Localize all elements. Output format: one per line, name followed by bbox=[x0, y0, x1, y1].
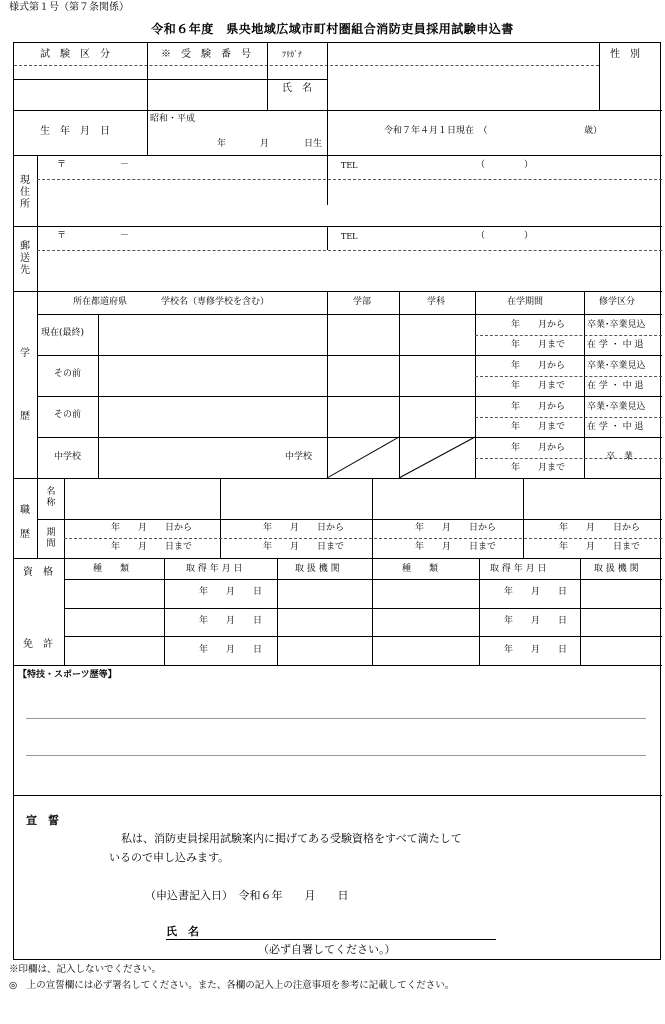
col-divider bbox=[327, 43, 328, 205]
col-divider bbox=[277, 558, 278, 665]
edu-period-from: 年 月から bbox=[511, 402, 566, 412]
education-label-1: 学 bbox=[20, 348, 30, 359]
col-divider bbox=[580, 558, 581, 665]
col-divider bbox=[220, 478, 221, 558]
edu-header-school: 学校名（専修学校を含む） bbox=[161, 297, 270, 307]
page-title: 令和６年度 県央地域広域市町村圏組合消防吏員採用試験申込書 bbox=[151, 22, 514, 36]
age-unit: 歳） bbox=[584, 126, 603, 136]
section-divider bbox=[14, 155, 662, 156]
furigana-divider bbox=[14, 65, 599, 66]
edu-status-enrolled: 在 学 ・ 中 退 bbox=[587, 381, 644, 391]
career-period-label: 期間 bbox=[46, 528, 56, 549]
edu-period-from: 年 月から bbox=[511, 320, 566, 330]
col-divider bbox=[37, 291, 38, 478]
qual-header-type: 種 類 bbox=[93, 564, 130, 574]
col-divider bbox=[584, 291, 585, 478]
tel-label: TEL bbox=[341, 232, 358, 241]
col-divider bbox=[147, 43, 148, 110]
application-form bbox=[13, 42, 661, 960]
qual-row-divider bbox=[64, 579, 662, 580]
era-label: 昭和・平成 bbox=[150, 114, 196, 124]
row-divider bbox=[14, 110, 662, 111]
career-from: 年 月 日から bbox=[263, 523, 345, 533]
col-divider bbox=[372, 558, 373, 665]
col-divider bbox=[164, 558, 165, 665]
edu-row-divider bbox=[37, 396, 662, 397]
edu-header-pref: 所在都道府県 bbox=[73, 297, 128, 307]
form-number: 様式第１号（第７条関係） bbox=[9, 2, 129, 13]
qual-header-agency: 取 扱 機 関 bbox=[594, 564, 639, 574]
edu-period-from: 年 月から bbox=[511, 443, 566, 453]
section-divider bbox=[14, 226, 662, 227]
section-divider bbox=[14, 291, 662, 292]
edu-status-graduated: 卒 業 bbox=[606, 452, 634, 462]
qualification-label: 資 格 bbox=[23, 567, 53, 578]
col-divider bbox=[523, 478, 524, 558]
col-divider bbox=[479, 558, 480, 665]
career-period-divider bbox=[64, 538, 662, 539]
birth-year: 年 bbox=[217, 139, 227, 149]
qual-header-date: 取 得 年 月 日 bbox=[490, 564, 547, 574]
qual-row-divider bbox=[64, 608, 662, 609]
name-label: 氏 名 bbox=[282, 83, 312, 94]
career-to: 年 月 日まで bbox=[415, 542, 497, 552]
tel-label: TEL bbox=[341, 161, 358, 170]
col-divider bbox=[64, 478, 65, 558]
qual-header-agency: 取 扱 機 関 bbox=[295, 564, 340, 574]
age-basis: 令和７年４月１日現在 （ bbox=[384, 126, 488, 136]
qual-row-divider bbox=[64, 636, 662, 637]
edu-strike-lines bbox=[327, 437, 475, 478]
career-from: 年 月 日から bbox=[415, 523, 497, 533]
edu-row-label: その前 bbox=[54, 410, 82, 420]
postal-mark: 〒 bbox=[57, 160, 67, 170]
career-from: 年 月 日から bbox=[111, 523, 193, 533]
oath-label: 宣 誓 bbox=[26, 814, 59, 827]
edu-status-enrolled: 在 学 ・ 中 退 bbox=[587, 340, 644, 350]
postal-mark: 〒 bbox=[57, 231, 67, 241]
qual-ymd: 年 月 日 bbox=[199, 616, 263, 626]
oath-text-line2: いるので申し込みます。 bbox=[109, 851, 230, 864]
qual-ymd: 年 月 日 bbox=[504, 616, 568, 626]
edu-header-status: 修学区分 bbox=[599, 297, 636, 307]
edu-period-divider bbox=[475, 458, 662, 459]
edu-status-graduated: 卒業･卒業見込 bbox=[587, 320, 646, 330]
address-divider bbox=[37, 250, 662, 251]
career-row-divider bbox=[37, 519, 662, 520]
qual-header-type: 種 類 bbox=[402, 564, 439, 574]
career-label-1: 職 bbox=[20, 505, 30, 516]
section-divider bbox=[14, 665, 662, 666]
header-divider bbox=[14, 79, 327, 80]
career-to: 年 月 日まで bbox=[111, 542, 193, 552]
exam-number-label: ※ 受 験 番 号 bbox=[161, 49, 251, 60]
col-divider bbox=[372, 478, 373, 558]
col-divider bbox=[37, 155, 38, 291]
col-divider bbox=[327, 226, 328, 250]
col-divider bbox=[147, 110, 148, 155]
signature-line bbox=[166, 939, 496, 940]
birth-day: 日生 bbox=[304, 139, 323, 149]
edu-period-to: 年 月まで bbox=[511, 381, 566, 391]
address-divider bbox=[37, 179, 662, 180]
edu-period-divider bbox=[475, 417, 662, 418]
current-address-label: 現住所 bbox=[20, 175, 30, 210]
special-skills-line bbox=[26, 755, 646, 756]
tel-paren-close: ） bbox=[524, 160, 534, 170]
section-divider bbox=[14, 795, 662, 796]
edu-status-enrolled: 在 学 ・ 中 退 bbox=[587, 422, 644, 432]
career-to: 年 月 日まで bbox=[263, 542, 345, 552]
qual-ymd: 年 月 日 bbox=[199, 587, 263, 597]
col-divider bbox=[599, 43, 600, 110]
edu-junior-high-suffix: 中学校 bbox=[285, 452, 313, 462]
edu-period-to: 年 月まで bbox=[511, 340, 566, 350]
col-divider bbox=[64, 558, 65, 665]
birthdate-label: 生 年 月 日 bbox=[40, 126, 110, 137]
edu-period-to: 年 月まで bbox=[511, 463, 566, 473]
col-divider bbox=[267, 43, 268, 110]
special-skills-label: 【特技・スポーツ歴等】 bbox=[18, 670, 117, 680]
tel-paren-open: （ bbox=[476, 160, 486, 170]
edu-header-period: 在学期間 bbox=[507, 297, 544, 307]
edu-header-faculty: 学部 bbox=[353, 297, 372, 307]
edu-row-label: 現在(最終) bbox=[41, 328, 85, 338]
birth-month: 月 bbox=[260, 139, 270, 149]
edu-row-divider bbox=[37, 355, 662, 356]
section-divider bbox=[14, 478, 662, 479]
faculty-strike-line bbox=[327, 437, 399, 478]
edu-period-to: 年 月まで bbox=[511, 422, 566, 432]
career-from: 年 月 日から bbox=[559, 523, 641, 533]
edu-period-divider bbox=[475, 335, 662, 336]
exam-category-label: 試 験 区 分 bbox=[40, 49, 110, 60]
furigana-label: ﾌﾘｶﾞﾅ bbox=[282, 50, 302, 59]
edu-junior-high-label: 中学校 bbox=[54, 452, 82, 462]
tel-paren-close: ） bbox=[524, 231, 534, 241]
career-to: 年 月 日まで bbox=[559, 542, 641, 552]
career-name-label: 名称 bbox=[46, 487, 56, 508]
edu-row-divider bbox=[37, 314, 662, 315]
oath-signature-note: （必ず自署してください。） bbox=[258, 943, 396, 956]
note-1: ※印欄は、記入しないでください。 bbox=[9, 964, 162, 975]
qual-ymd: 年 月 日 bbox=[504, 645, 568, 655]
qual-ymd: 年 月 日 bbox=[199, 645, 263, 655]
oath-text-line1: 私は、消防吏員採用試験案内に掲げてある受験資格をすべて満たして bbox=[121, 832, 462, 845]
gender-label: 性 別 bbox=[610, 49, 640, 60]
edu-status-graduated: 卒業･卒業見込 bbox=[587, 402, 646, 412]
col-divider bbox=[475, 291, 476, 478]
license-label: 免 許 bbox=[23, 639, 53, 650]
special-skills-line bbox=[26, 718, 646, 719]
col-divider bbox=[37, 478, 38, 558]
edu-period-from: 年 月から bbox=[511, 361, 566, 371]
edu-row-label: その前 bbox=[54, 369, 82, 379]
edu-period-divider bbox=[475, 376, 662, 377]
postal-dash: － bbox=[120, 160, 130, 170]
section-divider bbox=[14, 558, 662, 559]
oath-date: （申込書記入日） 令和６年 月 日 bbox=[145, 889, 349, 902]
edu-header-dept: 学科 bbox=[427, 297, 446, 307]
mailing-address-label: 郵送先 bbox=[20, 241, 30, 276]
career-label-2: 歴 bbox=[20, 529, 30, 540]
education-label-2: 歴 bbox=[20, 411, 30, 422]
oath-name-label: 氏 名 bbox=[166, 925, 199, 938]
note-2: ◎ 上の宣誓欄には必ず署名してください。また、各欄の記入上の注意事項を参考に記載してください。 bbox=[9, 980, 455, 991]
postal-dash: － bbox=[120, 231, 130, 241]
qual-ymd: 年 月 日 bbox=[504, 587, 568, 597]
qual-header-date: 取 得 年 月 日 bbox=[186, 564, 243, 574]
edu-status-graduated: 卒業･卒業見込 bbox=[587, 361, 646, 371]
tel-paren-open: （ bbox=[476, 231, 486, 241]
dept-strike-line bbox=[399, 437, 475, 478]
